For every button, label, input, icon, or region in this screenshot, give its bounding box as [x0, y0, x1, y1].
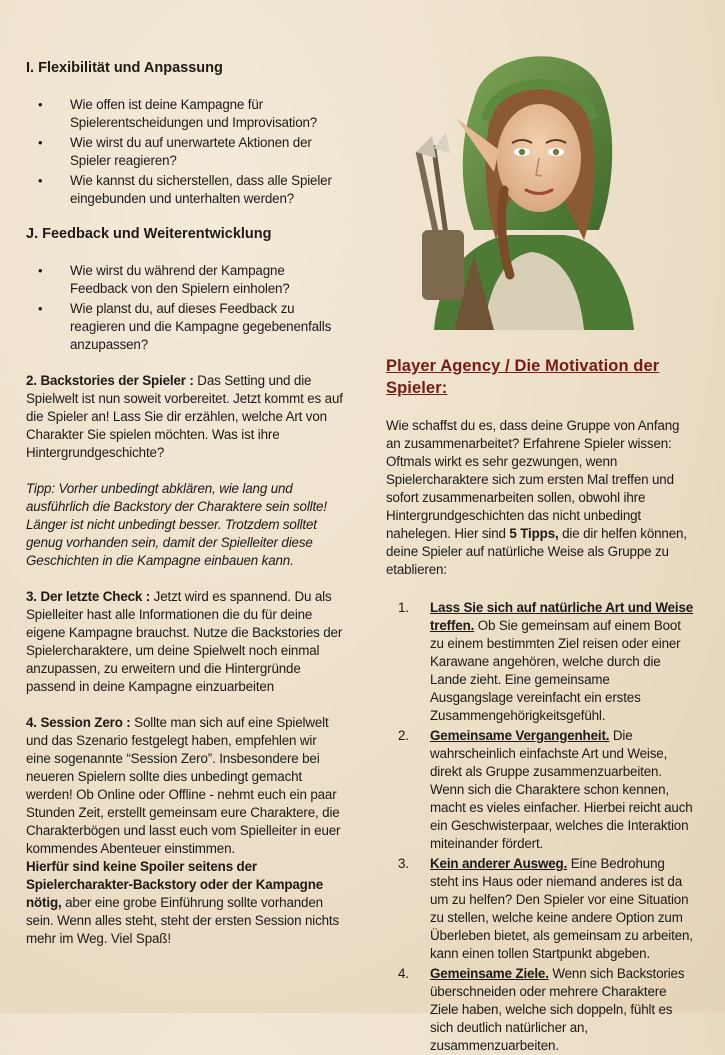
list-item [386, 727, 694, 853]
backstories-label: 2. Backstories der Spieler : [26, 373, 194, 388]
section-j-heading: J. Feedback und Weiterentwicklung [26, 226, 272, 242]
backstories-paragraph [26, 372, 344, 462]
tip-text: Eine Bedrohung steht ins Haus oder niemand anderes ist da um zu helfen? Den Spieler vor eine Situation zu stellen, welche keine andere Option zum Überleben bietet, als gemeinsam zu arbeiten, kann einen tollen Startpunkt abgeben. [430, 856, 693, 961]
section-j-list [26, 262, 344, 354]
right-column [386, 355, 694, 1055]
session-zero-paragraph [26, 714, 344, 948]
tip-number: 3. [398, 856, 409, 871]
player-agency-heading: Player Agency / Die Motivation der Spieler: [386, 357, 660, 397]
session-zero-end: aber eine grobe Einführung sollte vorhanden sein. Wenn alles steht, steht der ersten Session nichts mehr im Weg. Viel Spaß! [26, 895, 340, 946]
list-item [386, 855, 694, 963]
tip-number: 1. [398, 600, 409, 615]
list-item: • Wie planst du, auf dieses Feedback zu reagieren und die Kampagne gegebenenfalls anzupassen? [26, 300, 344, 354]
elf-ranger-portrait [414, 40, 642, 330]
tip-text: Ob Sie gemeinsam auf einem Boot zu einem bestimmten Ziel reisen oder einer Karawane angehören, welche durch die Lande zieht. Eine gemeinsame Ausgangslage vereinfacht ein erstes Zusammengehörigkeitsgefühl. [430, 618, 681, 723]
section-i-heading: I. Flexibilität und Anpassung [26, 60, 223, 76]
left-column [26, 58, 344, 948]
tip-title: Lass Sie sich auf natürliche Art und Weise treffen. [430, 600, 694, 633]
tip-title: Gemeinsame Vergangenheit. [430, 728, 610, 743]
intro-text-a: Wie schaffst du es, dass deine Gruppe von Anfang an zusammenarbeitet? Erfahrene Spieler wissen: Oftmals wirkt es sehr gezwungen, wenn Spielercharaktere sich zum ersten Mal treffen und sofort zusammenarbeiten sollen, obwohl ihre Hintergrundgeschichten das nicht unbedingt nahelegen. Hier sind [386, 418, 680, 541]
intro-bold: 5 Tipps, [509, 526, 559, 541]
session-zero-text: Sollte man sich auf eine Spielwelt und das Szenario festgelegt haben, empfehlen wir eine sogenannte “Session Zero”. Insbesondere bei neueren Spielern sollte dies unbedingt gemacht werden! Ob Online oder Offline - nehmt euch ein paar Stunden Zeit, erstellt gemeinsam eure Charaktere, die Charakterbögen und lasst euch vom Spielleiter in euer kommendes Abenteuer einstimmen. [26, 715, 341, 856]
session-zero-label: 4. Session Zero : [26, 715, 131, 730]
list-item: • Wie wirst du auf unerwartete Aktionen der Spieler reagieren? [26, 134, 344, 170]
tips-list [386, 599, 694, 1055]
list-item [386, 599, 694, 725]
session-zero-bold: Hierfür sind keine Spoiler seitens der Spielercharakter-Backstory oder der Kampagne nötig, [26, 859, 324, 910]
backstories-text: Das Setting und die Spielwelt ist nun soweit vorbereitet. Jetzt kommt es auf die Spieler an! Lass Sie dir erzählen, welche Art von Charakter Sie spielen möchten. Was ist ihre Hintergrundgeschichte? [26, 373, 343, 460]
last-check-paragraph [26, 588, 344, 696]
list-item: • Wie wirst du während der Kampagne Feedback von den Spielern einholen? [26, 262, 344, 298]
tip-title: Kein anderer Ausweg. [430, 856, 568, 871]
list-item: • Wie kannst du sicherstellen, dass alle Spieler eingebunden und unterhalten werden? [26, 172, 344, 208]
tip-title: Gemeinsame Ziele. [430, 966, 549, 981]
tip-text: Die wahrscheinlich einfachste Art und Weise, direkt als Gruppe zusammenzuarbeiten. Wenn sich die Charaktere schon kennen, macht es vieles einfacher. Hierbei reicht auch ein Geschwisterpaar, welches die Interaktion miteinander fördert. [430, 728, 693, 851]
list-item [386, 965, 694, 1055]
intro-text-b: die dir helfen können, deine Spieler auf natürliche Weise als Gruppe zu etablieren: [386, 526, 687, 577]
last-check-label: 3. Der letzte Check : [26, 589, 151, 604]
player-agency-intro [386, 417, 694, 579]
section-i-list [26, 96, 344, 208]
backstories-tip: Tipp: Vorher unbedingt abklären, wie lang und ausführlich die Backstory der Charaktere sein sollte! Länger ist nicht unbedingt besser. Trotzdem solltet genug vorhanden sein, damit der Spielleiter diese Geschichten in die Kampagne einbauen kann. [26, 481, 327, 568]
tip-text: Wenn sich Backstories überschneiden oder mehrere Charaktere Ziele haben, welche sich doppeln, fühlt es sich deutlich natürlicher an, zusammenzuarbeiten. [430, 966, 685, 1053]
list-item: • Wie offen ist deine Kampagne für Spielerentscheidungen und Improvisation? [26, 96, 344, 132]
tip-number: 4. [398, 966, 409, 981]
tip-number: 2. [398, 728, 409, 743]
last-check-text: Jetzt wird es spannend. Du als Spielleiter hast alle Informationen die du für deine eigene Kampagne brauchst. Nutze die Backstories der Spielercharaktere, um deine Spielwelt noch einmal anzupassen, zu erweitern und die Hintergründe passend in deine Kampagne einzuarbeiten [26, 589, 343, 694]
